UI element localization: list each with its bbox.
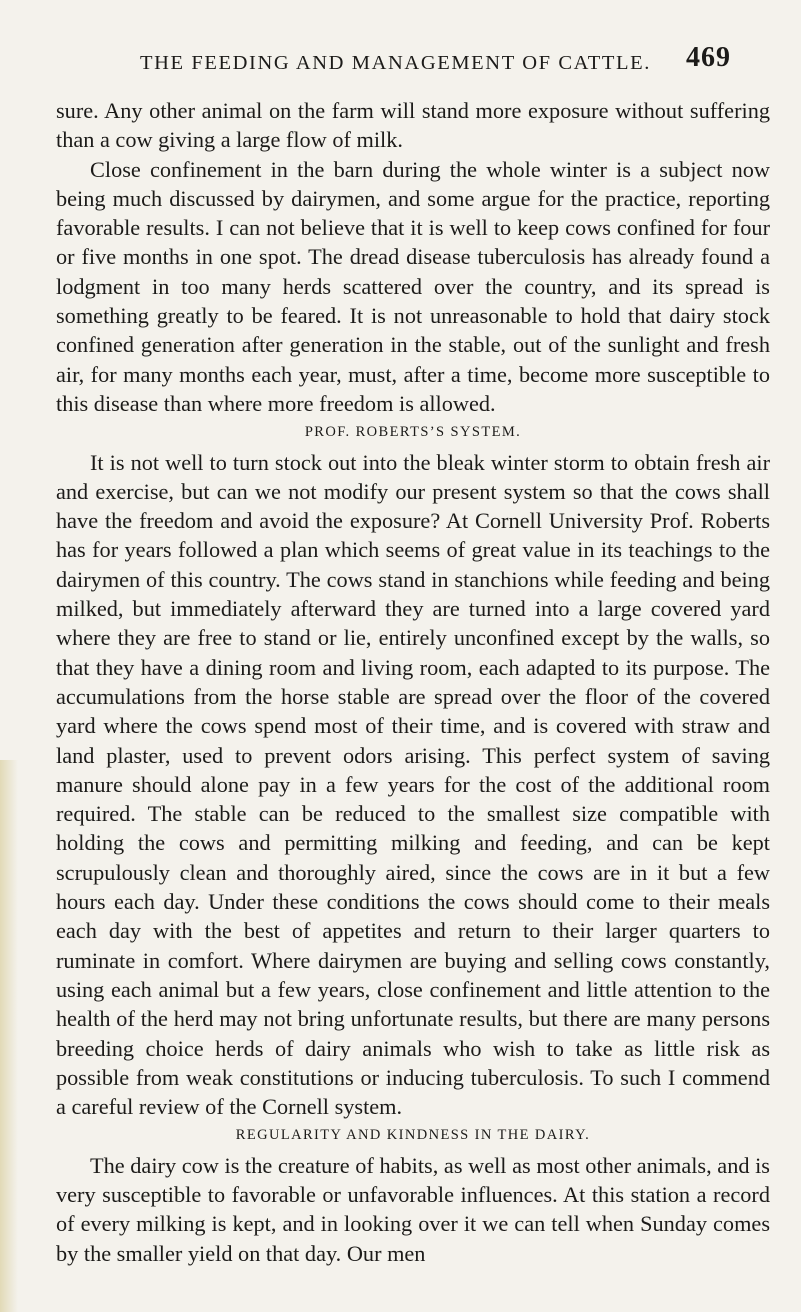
page-number: 469 [686, 42, 731, 73]
page-edge-stain [0, 760, 18, 1312]
paragraph-roberts-system: It is not well to turn stock out into the bleak winter storm to obtain fresh air and exercise, but can we not modify our present system so that the cows shall have the freedom and avoid the exposure? At Cornell University Prof. Roberts has for years followed a plan which seems of great value in its teachings to the dairymen of this country. The cows stand in stanchions while feeding and being milked, but immediately afterward they are turned into a large covered yard where they are free to stand or lie, entirely unconfined except by the walls, so that they have a dining room and living room, each adapted to its purpose. The accumulations from the horse stable are spread over the floor of the covered yard where the cows spend most of their time, and is covered with straw and land plaster, used to prevent odors arising. This perfect system of saving manure should alone pay in a few years for the cost of the additional room required. The stable can be reduced to the smallest size compatible with holding the cows and permitting milking and feeding, and can be kept scrupulously clean and thoroughly aired, since the cows are in it but a few hours each day. Under these conditions the cows should come to their meals each day with the best of appetites and return to their larger quarters to ruminate in comfort. Where dairymen are buying and selling cows constantly, using each animal but a few years, close confinement and little attention to the health of the herd may not bring unfortunate results, but there are many persons breeding choice herds of dairy animals who wish to take as little risk as possible from weak constitutions or inducing tuberculosis. To such I commend a careful review of the Cornell system. [56, 449, 770, 1120]
paragraph-close-confinement: Close confinement in the barn during the whole winter is a subject now being much discussed by dairymen, and some argue for the practice, reporting favorable results. I can not believe that it is well to keep cows confined for four or five months in one spot. The dread disease tuberculosis has already found a lodgment in too many herds scattered over the country, and its spread is something greatly to be feared. It is not unreasonable to hold that dairy stock confined generation after generation in the stable, out of the sunlight and fresh air, for many months each year, must, after a time, become more susceptible to this disease than where more freedom is allowed. [56, 156, 770, 416]
running-title: THE FEEDING AND MANAGEMENT OF CATTLE. [140, 52, 651, 74]
paragraph-continuation: sure. Any other animal on the farm will stand more exposure without suffering than a cow giving a large flow of milk. [56, 98, 770, 153]
running-head [0, 38, 801, 78]
section-heading-regularity-kindness: REGULARITY AND KINDNESS IN THE DAIRY. [235, 1127, 591, 1144]
section-heading-roberts-system: PROF. ROBERTS’S SYSTEM. [304, 424, 522, 441]
body-text [56, 96, 770, 1268]
paragraph-regularity: The dairy cow is the creature of habits, as well as most other animals, and is very susceptible to favorable or unfavorable influences. At this station a record of every milking is kept, and in looking over it we can tell when Sunday comes by the smaller yield on that day. Our men [56, 1152, 770, 1266]
